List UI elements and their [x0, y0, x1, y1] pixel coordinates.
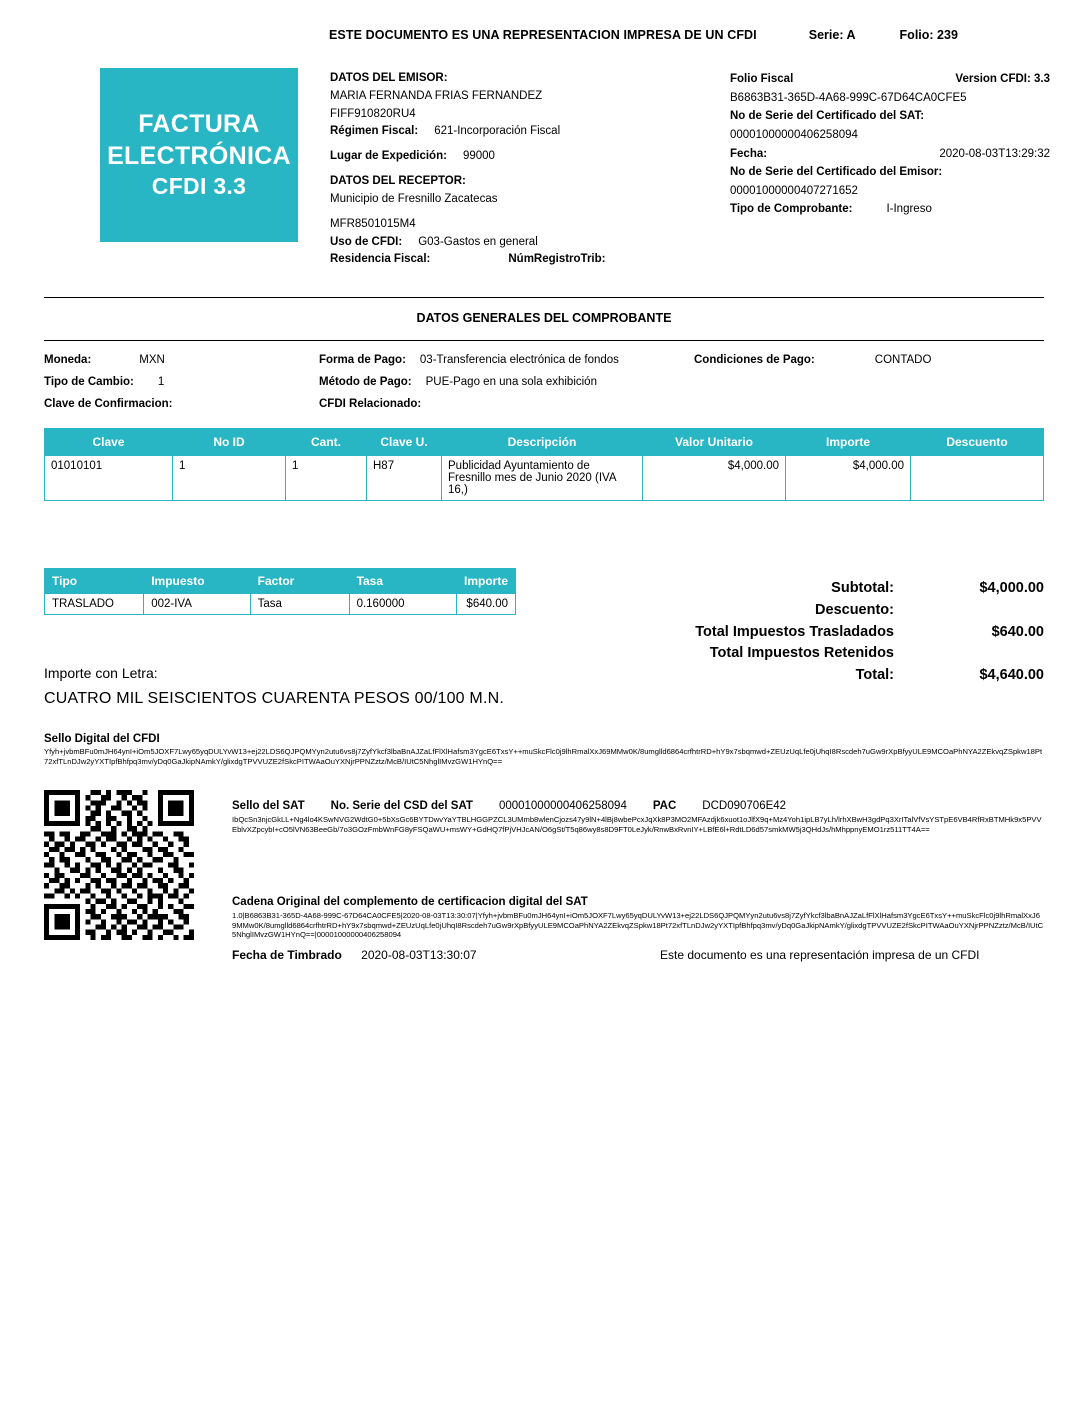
col-noid: No ID: [173, 429, 286, 456]
fecha-value: 2020-08-03T13:29:32: [939, 147, 1050, 160]
document-note: ESTE DOCUMENTO ES UNA REPRESENTACION IMPRESA DE UN CFDI: [329, 28, 757, 42]
receptor-title: DATOS DEL RECEPTOR:: [330, 175, 466, 188]
emisor-regimen-row: [330, 123, 720, 141]
brand-line-1: FACTURA: [138, 110, 260, 139]
clave-confirmacion-cell: [44, 393, 319, 415]
tipo-cambio-value: 1: [157, 376, 165, 389]
col-descripcion: Descripción: [442, 429, 643, 456]
taxes-header-row: [45, 569, 516, 594]
descuento-label: Descuento:: [815, 601, 894, 618]
qr-code: [44, 790, 194, 940]
receptor-rfc: MFR8501015M4: [330, 217, 416, 230]
clave-confirmacion-label: Clave de Confirmacion:: [44, 398, 173, 411]
emisor-lugar-row: [330, 148, 720, 166]
fecha-row: [730, 145, 1050, 164]
divider-top: [44, 297, 1044, 298]
cell-tax-importe: $640.00: [456, 594, 515, 615]
cadena-original-title: Cadena Original del complemento de certificacion digital del SAT: [232, 896, 588, 908]
sat-serie-label: No. Serie del CSD del SAT: [330, 800, 473, 812]
general-row-2: [44, 371, 1044, 393]
total-label: Total:: [855, 667, 894, 683]
emisor-title: DATOS DEL EMISOR:: [330, 72, 448, 84]
qr-code-image: [44, 790, 194, 940]
cfdi-relacionado-label: CFDI Relacionado:: [319, 398, 422, 411]
cell-valor-unitario: $4,000.00: [643, 456, 786, 501]
serie-csd-sat-value: 00001000000406258094: [730, 128, 858, 141]
forma-pago-value: 03-Transferencia electrónica de fondos: [419, 354, 619, 366]
cell-tax-tasa: 0.160000: [349, 594, 456, 615]
emisor-rfc: FIFF910820RU4: [330, 107, 416, 120]
cell-noid: 1: [173, 456, 286, 501]
general-row-1: [44, 349, 1044, 371]
emisor-regimen-label: Régimen Fiscal:: [330, 125, 419, 138]
cell-descuento: [911, 456, 1044, 501]
document-header: [44, 28, 1044, 42]
descuento-amount: [924, 600, 1044, 622]
brand-line-2: ELECTRÓNICA: [107, 142, 291, 171]
col-cant: Cant.: [286, 429, 367, 456]
emisor-lugar-label: Lugar de Expedición:: [330, 150, 447, 163]
emisor-lugar-value: 99000: [462, 150, 495, 163]
receptor-residencia-row: [330, 251, 720, 269]
metodo-pago-label: Método de Pago:: [319, 376, 412, 389]
serie-csd-sat-label: No de Serie del Certificado del SAT:: [730, 110, 925, 123]
folio-fiscal-label: Folio Fiscal: [730, 73, 794, 85]
moneda-label: Moneda:: [44, 354, 92, 366]
total-row-trasladados: [560, 622, 1044, 644]
col-importe: Importe: [786, 429, 911, 456]
fecha-label: Fecha:: [730, 147, 768, 160]
cell-claveu: H87: [367, 456, 442, 501]
tipo-comprobante-row: [730, 200, 1050, 219]
receptor-residencia-label: Residencia Fiscal:: [330, 253, 431, 266]
trasladados-amount: $640.00: [991, 623, 1044, 640]
cell-descripcion: Publicidad Ayuntamiento de Fresnillo mes de Junio 2020 (IVA 16,): [442, 456, 643, 501]
tipo-comprobante-label: Tipo de Comprobante:: [730, 203, 853, 216]
total-row-subtotal: [560, 578, 1044, 600]
condiciones-pago-label: Condiciones de Pago:: [694, 354, 815, 366]
serie-csd-emisor-value: 00001000000407271652: [730, 184, 858, 197]
total-row-total: [560, 665, 1044, 687]
col-tax-tasa: Tasa: [349, 569, 456, 594]
cadena-original-value: 1.0|B6863B31-365D-4A68-999C-67D64CA0CFE5|2020-08-03T13:30:07|Yfyh+jvbmBFu0mJH64ynI+iOm5JOXF7Lwy65yqDULYvW13+ej22LDS6QJPQMYyn2utu6vs8j7ZyfYkcf3lbaBnAJZaLfFlXlHafsm3YgcE6TxsY++muSkcFlc0j9lhRmalXxJ69MMw0K/8umglld6864crfhtrRD+hY9x7sbqmwd+ZEUzUqLfe0jUhqI8Rscdeh7uGw9rXpBfyyULE9MCOaPhNYA2ZEkvqZSpkw18Pt72xfTLnDJw2yYXTIpfBhfpq3mv/yDq0GaJkipNAmkY/glixdgTPVVUZE2fSkcPITWAaOuYXNjrPPNZztz/McB/IUtC5NhglIMvzGW1HYnQ==|00001000000406258094: [232, 911, 1044, 940]
pac-label: PAC: [652, 800, 677, 812]
serie-csd-emisor-label: No de Serie del Certificado del Emisor:: [730, 166, 943, 179]
receptor-uso-label: Uso de CFDI:: [330, 235, 403, 248]
fecha-timbrado-value: 2020-08-03T13:30:07: [361, 948, 477, 962]
cell-cant: 1: [286, 456, 367, 501]
col-descuento: Descuento: [911, 429, 1044, 456]
condiciones-pago-value: CONTADO: [874, 354, 932, 366]
emisor-name: MARIA FERNANDA FRIAS FERNANDEZ: [330, 89, 543, 102]
tipo-comprobante-value: I-Ingreso: [886, 203, 932, 216]
folio-fiscal-row: [730, 70, 1050, 89]
tipo-cambio-cell: [44, 371, 319, 393]
col-tax-importe: Importe: [456, 569, 515, 594]
condiciones-pago-cell: [694, 349, 1044, 371]
receptor-numreg-label: NúmRegistroTrib:: [508, 253, 606, 266]
receptor-name: Municipio de Fresnillo Zacatecas: [330, 192, 498, 205]
sello-cfdi-title: Sello Digital del CFDI: [44, 733, 160, 745]
col-clave: Clave: [45, 429, 173, 456]
cfdi-relacionado-cell: [319, 393, 694, 415]
concepts-table: [44, 428, 1044, 501]
table-row: [45, 456, 1044, 501]
cell-clave: 01010101: [45, 456, 173, 501]
tipo-cambio-label: Tipo de Cambio:: [44, 376, 134, 389]
divider-bottom: [44, 340, 1044, 341]
datos-generales-block: [44, 349, 1044, 415]
subtotal-label: Subtotal:: [831, 580, 894, 596]
sat-serie-value: 00001000000406258094: [498, 800, 627, 812]
uuid-value: B6863B31-365D-4A68-999C-67D64CA0CFE5: [730, 91, 967, 104]
totals-block: [560, 578, 1044, 687]
receptor-uso-value: G03-Gastos en general: [418, 235, 538, 248]
sello-sat-value: IbQcSn3njcGkLL+Ng4lo4KSwNVG2WdtG0+5bXsGc6BYTDwvYaYTBLHGGPZCL3UMmb8wlenCjozs47y9lN+4lBj8wbePcxJqXk8P3MO2MFAzdjk6xuot1oJlfX9q+Mz4Yoh1ipLB7yLh/lrhXBwH3gdPq3XrITalVfVsYSTpE6VB4RfRxBTMHk9x5PVVEblvXZpcybI+cO5lVN63BeeGb/7o3GOzFmbWnFG8yFSQaWU+msWY+GdHQ7fPjVHJcAN/O6gSt/T5q86wy8s8D9FT0LeJyk/RnwBxRvnIY+LBfE6l+RdtLD6d57smkMW5j3QHdJs/hMhppnyEMO1rz511TT4A==: [232, 815, 1042, 834]
folio-label: Folio: 239: [899, 28, 958, 42]
col-tax-factor: Factor: [250, 569, 349, 594]
moneda-value: MXN: [139, 354, 165, 366]
brand-badge: [100, 68, 298, 242]
concepts-header-row: [45, 429, 1044, 456]
general-row-3: [44, 393, 1044, 415]
moneda-cell: [44, 349, 319, 371]
fecha-timbrado-label: Fecha de Timbrado: [232, 948, 342, 962]
cell-tax-impuesto: 002-IVA: [144, 594, 250, 615]
cell-importe: $4,000.00: [786, 456, 911, 501]
taxes-table: [44, 568, 516, 615]
col-tax-impuesto: Impuesto: [144, 569, 250, 594]
table-row: [45, 594, 516, 615]
cell-tax-tipo: TRASLADO: [45, 594, 144, 615]
col-claveu: Clave U.: [367, 429, 442, 456]
importe-letra-label: Importe con Letra:: [44, 665, 158, 681]
serie-label: Serie: A: [808, 28, 856, 42]
retenidos-label: Total Impuestos Retenidos: [709, 645, 894, 662]
trasladados-label: Total Impuestos Trasladados: [695, 623, 894, 640]
sello-sat-title: Sello del SAT: [232, 800, 305, 812]
fiscal-block: [730, 70, 1050, 219]
pac-value: DCD090706E42: [702, 800, 787, 812]
subtotal-amount: $4,000.00: [979, 580, 1044, 596]
total-row-retenidos: [560, 643, 1044, 665]
forma-pago-label: Forma de Pago:: [319, 354, 406, 366]
forma-pago-cell: [319, 349, 694, 371]
emisor-receptor-block: [330, 70, 720, 269]
metodo-pago-value: PUE-Pago en una sola exhibición: [425, 376, 597, 389]
total-row-descuento: [560, 600, 1044, 622]
retenidos-amount: [924, 643, 1044, 665]
datos-generales-title: DATOS GENERALES DEL COMPROBANTE: [416, 311, 672, 325]
representation-note: Este documento es una representación impresa de un CFDI: [660, 948, 980, 962]
general-row-2-spacer: [694, 371, 1044, 393]
fecha-timbrado-block: [232, 948, 477, 962]
metodo-pago-cell: [319, 371, 694, 393]
emisor-regimen-value: 621-Incorporación Fiscal: [434, 125, 561, 138]
sello-sat-header: [232, 800, 786, 812]
total-amount: $4,640.00: [979, 667, 1044, 683]
col-tax-tipo: Tipo: [45, 569, 144, 594]
importe-letra-value: CUATRO MIL SEISCIENTOS CUARENTA PESOS 00/100 M.N.: [44, 690, 504, 707]
col-valor-unitario: Valor Unitario: [643, 429, 786, 456]
cell-tax-factor: Tasa: [250, 594, 349, 615]
version-cfdi-label: Version CFDI: 3.3: [955, 73, 1050, 85]
sello-cfdi-value: Yfyh+jvbmBFu0mJH64ynI+iOm5JOXF7Lwy65yqDULYvW13+ej22LDS6QJPQMYyn2utu6vs8j7ZyfYkcf3lbaBnAJZaLfFlXlHafsm3YgcE6TxsY++muSkcFlc0j9lhRmalXxJ69MMw0K/8umglld6864crfhtrRD+hY9x7sbqmwd+ZEUzUqLfe0jUhqI8Rscdeh7uGw9rXpBfyyULE9MCOaPhNYA2ZEkvqZSpkw18Pt72xfTLnDJw2yYXTIpfBhfpq3mv/yDq0GaJkipNAmkY/glixdgTPVVUZE2fSkcPITWAaOuYXNjrPPNZztz/McB/IUtC5NhglIMvzGW1HYnQ==: [44, 747, 1043, 766]
brand-line-3: CFDI 3.3: [151, 173, 247, 200]
receptor-uso-row: [330, 234, 720, 252]
general-row-3-spacer: [694, 393, 1044, 415]
